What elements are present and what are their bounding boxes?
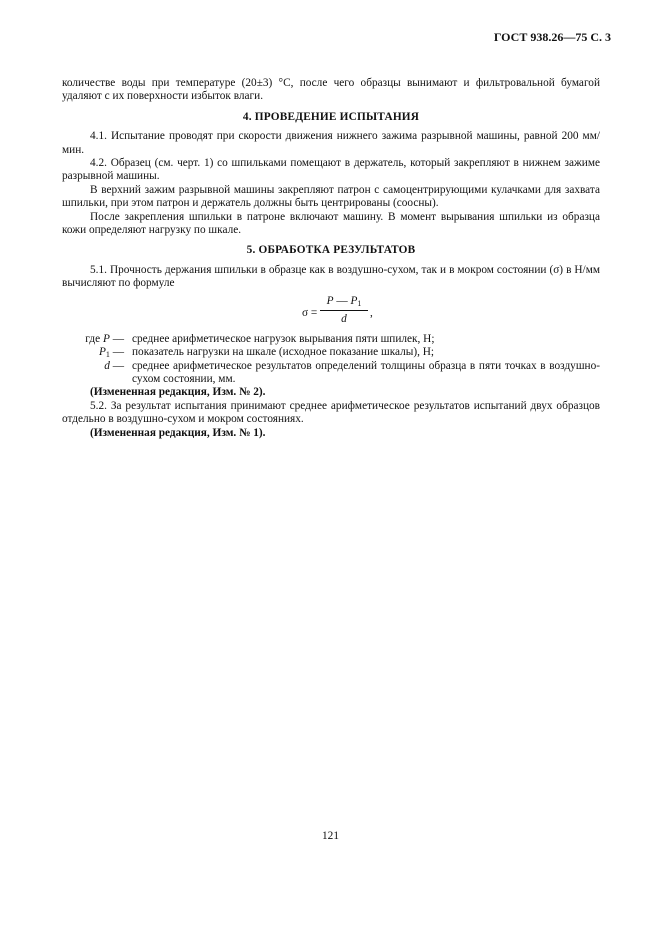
definition-where: где xyxy=(85,332,101,345)
formula-comma: , xyxy=(370,306,373,319)
definition-text: показатель нагрузки на шкале (исходное показание шкалы), Н; xyxy=(132,346,435,359)
formula xyxy=(62,295,600,331)
formula-lhs: σ = xyxy=(302,306,318,319)
revision-note-1: (Измененная редакция, Изм. № 2). xyxy=(90,386,266,399)
paragraph-5-1: 5.1. Прочность держания шпильки в образце как в воздушно-сухом, так и в мокром состоянии (σ) в Н/мм вычисляют по формуле xyxy=(62,263,600,290)
document-body xyxy=(62,77,600,440)
paragraph-5-2: 5.2. За результат испытания принимают среднее арифметическое результатов испытаний двух образцов отдельно в воздушно-сухом и мокром состояниях. xyxy=(62,399,600,426)
definition-symbol: P xyxy=(98,346,106,359)
formula-numerator: P — $P_1$ xyxy=(326,294,362,308)
formula-denominator: d xyxy=(341,312,347,325)
revision-note-2: (Измененная редакция, Изм. № 1). xyxy=(90,426,266,439)
definition-text: среднее арифметическое нагрузок вырывания пяти шпилек, Н; xyxy=(132,332,435,345)
paragraph-4-2-cont: В верхний зажим разрывной машины закрепляют патрон с самоцентрирующими кулачками для захвата шпильки, при этом патрон и держатель должны быть центрированы (соосны). xyxy=(62,183,600,210)
definition-d: d — среднее арифметическое результатов определений толщины образца в пяти точках в воздушно-сухом состоянии, мм. xyxy=(104,359,600,385)
definition-symbol: d xyxy=(104,359,110,372)
paragraph-4-2-cont2: После закрепления шпильки в патроне включают машину. В момент вырывания шпильки из образца кожи определяют нагрузку по шкале. xyxy=(62,210,600,237)
formula-fraction xyxy=(320,295,368,326)
paragraph-4-1: 4.1. Испытание проводят при скорости движения нижнего зажима разрывной машины, равной 200 мм/мин. xyxy=(62,130,600,156)
section-4-title: 4. ПРОВЕДЕНИЕ ИСПЫТАНИЯ xyxy=(242,110,420,123)
definition-p: где P — среднее арифметическое нагрузок вырывания пяти шпилек, Н; xyxy=(62,333,600,346)
section-5-title: 5. ОБРАБОТКА РЕЗУЛЬТАТОВ xyxy=(246,244,416,257)
definition-text: среднее арифметическое результатов определений толщины образца в пяти точках в воздушно-сухом состоянии, мм. xyxy=(132,359,600,385)
document-header: ГОСТ 938.26—75 С. 3 xyxy=(493,30,611,44)
definition-symbol: P xyxy=(102,332,110,345)
definition-p1: $P_1$ — показатель нагрузки на шкале (исходное показание шкалы), Н; xyxy=(62,346,600,359)
paragraph-4-2: 4.2. Образец (см. черт. 1) со шпильками помещают в держатель, который закрепляют в нижнем зажиме разрывной машины. xyxy=(62,157,600,183)
fraction-bar xyxy=(320,310,368,311)
intro-paragraph: количестве воды при температуре (20±3) °С, после чего образцы вынимают и фильтровальной бумагой удаляют с их поверхности избыток влаги. xyxy=(62,77,600,103)
page-number: 121 xyxy=(322,830,339,842)
